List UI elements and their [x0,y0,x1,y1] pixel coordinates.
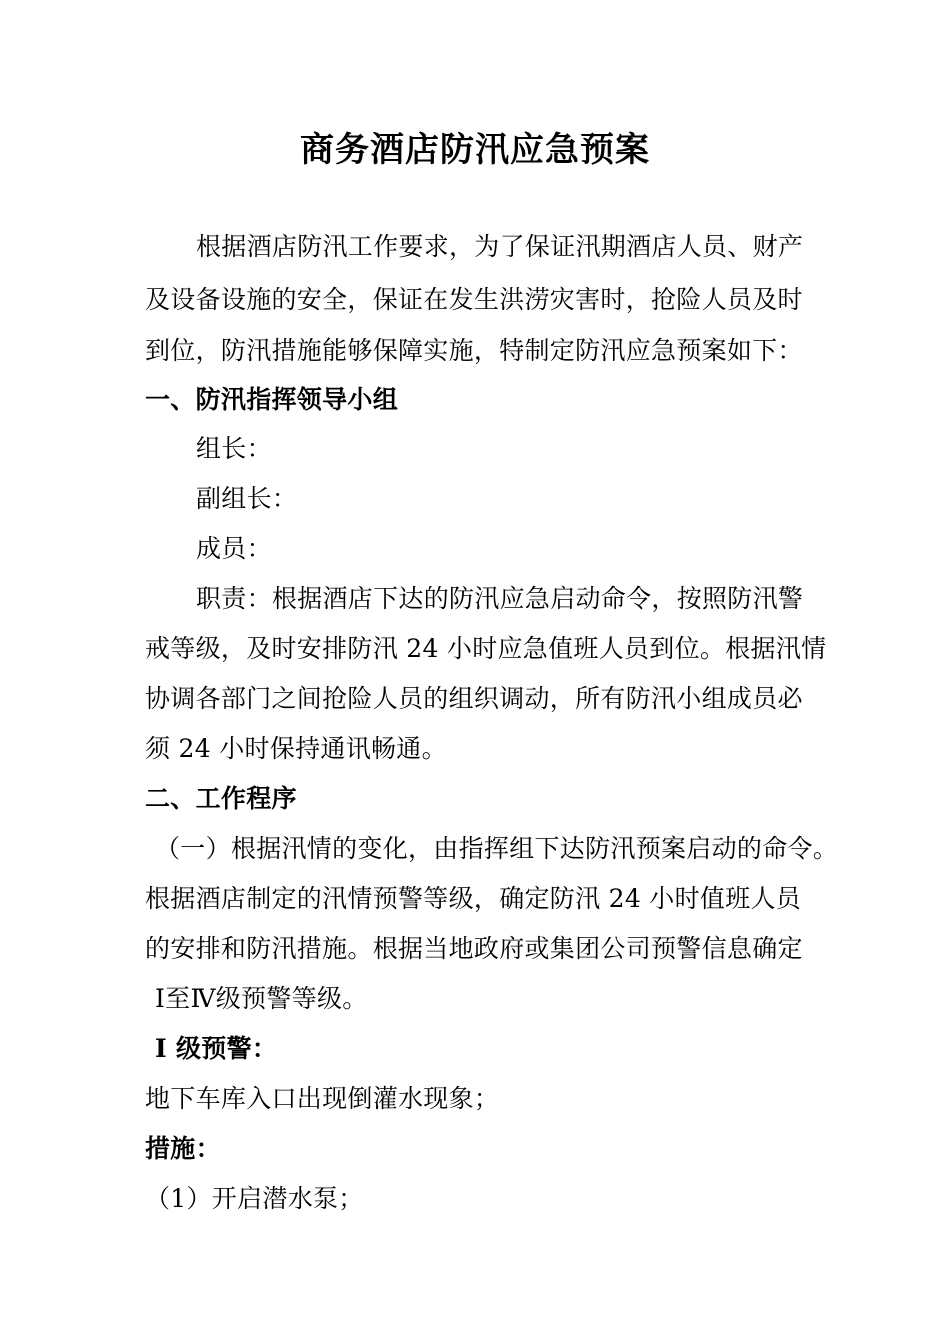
list-item: （1）开启潜水泵； [145,1184,364,1213]
paragraph-line: 到位，防汛措施能够保障实施，特制定防汛应急预案如下： [145,336,803,365]
warning-level-heading: Ⅰ 级预警： [155,1034,278,1063]
paragraph-line: 的安排和防汛措施。根据当地政府或集团公司预警信息确定 [145,934,803,963]
paragraph-line: 职责：根据酒店下达的防汛应急启动命令，按照防汛警 [196,584,804,613]
paragraph-line: 成员： [196,534,272,563]
paragraph-line: 根据酒店防汛工作要求，为了保证汛期酒店人员、财产 [196,232,804,261]
paragraph-line: Ⅰ至Ⅳ级预警等级。 [155,984,368,1013]
section-heading: 一、防汛指挥领导小组 [145,385,399,414]
document-title: 商务酒店防汛应急预案 [300,130,650,170]
paragraph-line: 组长： [196,434,272,463]
paragraph-line: 根据酒店制定的汛情预警等级，确定防汛 24 小时值班人员 [145,884,802,913]
paragraph-line: 地下车库入口出现倒灌水现象； [145,1084,500,1113]
paragraph-line: 戒等级，及时安排防汛 24 小时应急值班人员到位。根据汛情 [145,634,827,663]
paragraph-line: 协调各部门之间抢险人员的组织调动，所有防汛小组成员必 [145,684,803,713]
paragraph-line: （一）根据汛情的变化，由指挥组下达防汛预案启动的命令。 [155,834,839,863]
measures-heading: 措施： [145,1134,221,1163]
paragraph-line: 须 24 小时保持通讯畅通。 [145,734,447,763]
section-heading: 二、工作程序 [145,784,297,813]
paragraph-line: 及设备设施的安全，保证在发生洪涝灾害时，抢险人员及时 [145,285,803,314]
paragraph-line: 副组长： [196,484,298,513]
